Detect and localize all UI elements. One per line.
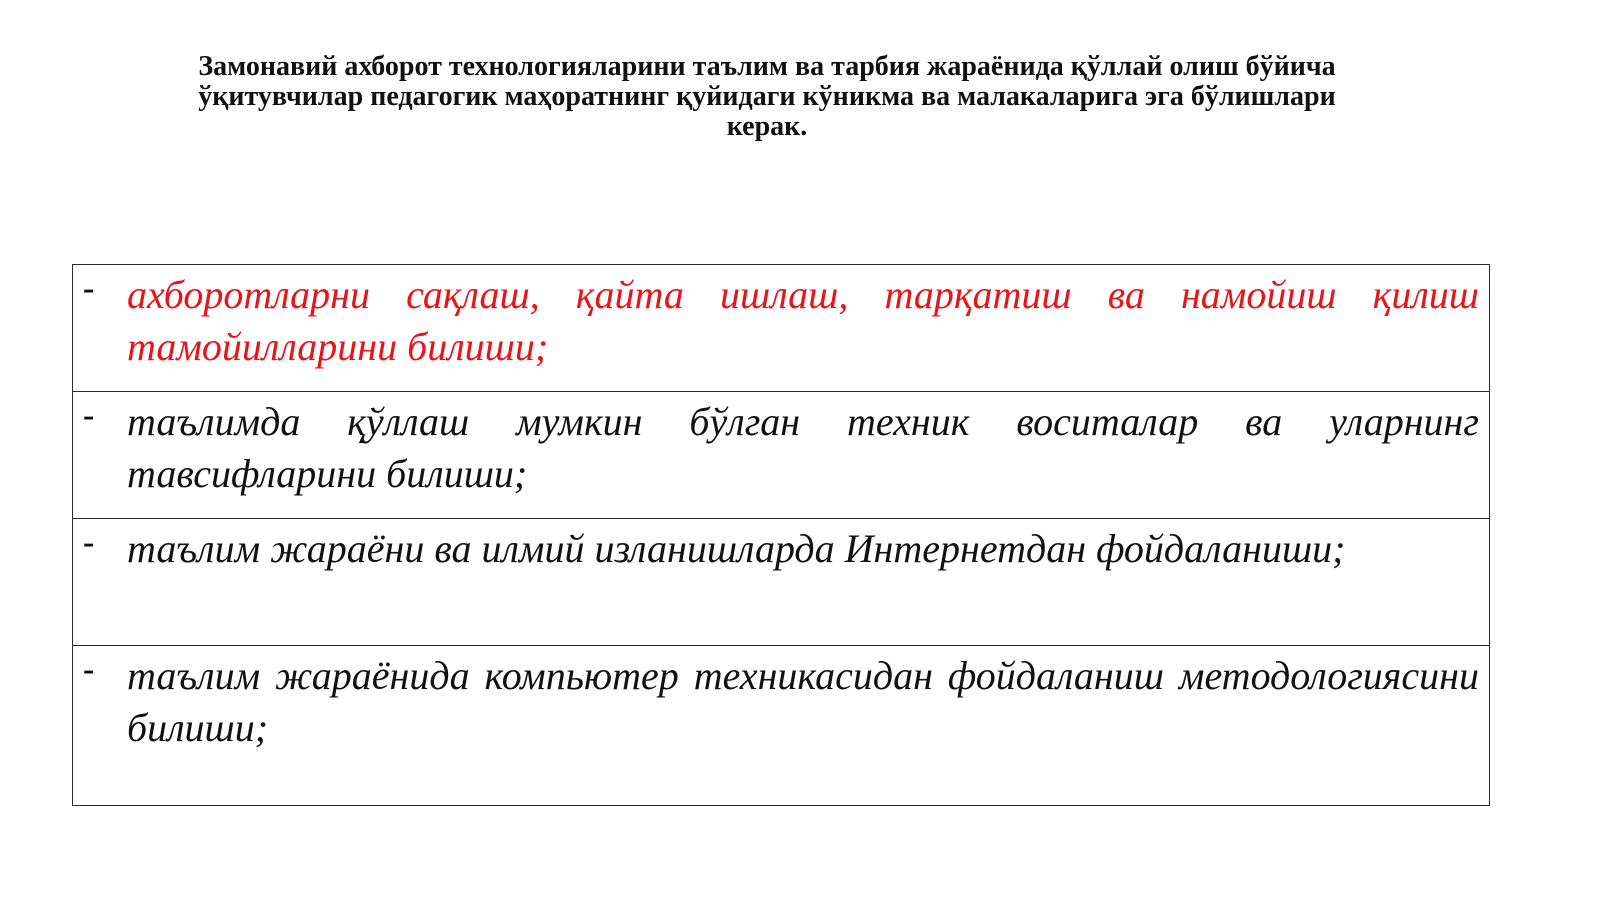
heading-line-2: ўқитувчилар педагогик маҳоратнинг қуйидаги кўникма ва малакаларига эга бўлишлари (198, 81, 1336, 112)
dash-bullet: - (83, 270, 95, 307)
skill-item-text: ахборотларни сақлаш, қайта ишлаш, тарқатиш ва намойиш қилиш тамойилларини билиши; (127, 272, 1479, 369)
heading-line-1: Замонавий ахборот технологияларини таълим ва тарбия жараёнида қўллай олиш бўйича (198, 51, 1336, 82)
skill-item-text: таълим жараёни ва илмий изланишларда Интернетдан фойдаланиши; (127, 526, 1346, 571)
table-row (73, 646, 1489, 805)
table-row (73, 519, 1489, 646)
heading-line-3: керак. (726, 111, 808, 142)
table-row (73, 392, 1489, 519)
dash-bullet: - (83, 524, 95, 561)
page-heading (84, 52, 1450, 142)
dash-bullet: - (83, 651, 95, 688)
skill-item-text: таълимда қўллаш мумкин бўлган техник воситалар ва уларнинг тавсифларини билиши; (127, 399, 1479, 496)
skill-item-text: таълим жараёнида компьютер техникасидан фойдаланиш методологиясини билиши; (127, 653, 1479, 750)
dash-bullet: - (83, 397, 95, 434)
table-row (73, 265, 1489, 392)
skills-table (72, 264, 1490, 806)
